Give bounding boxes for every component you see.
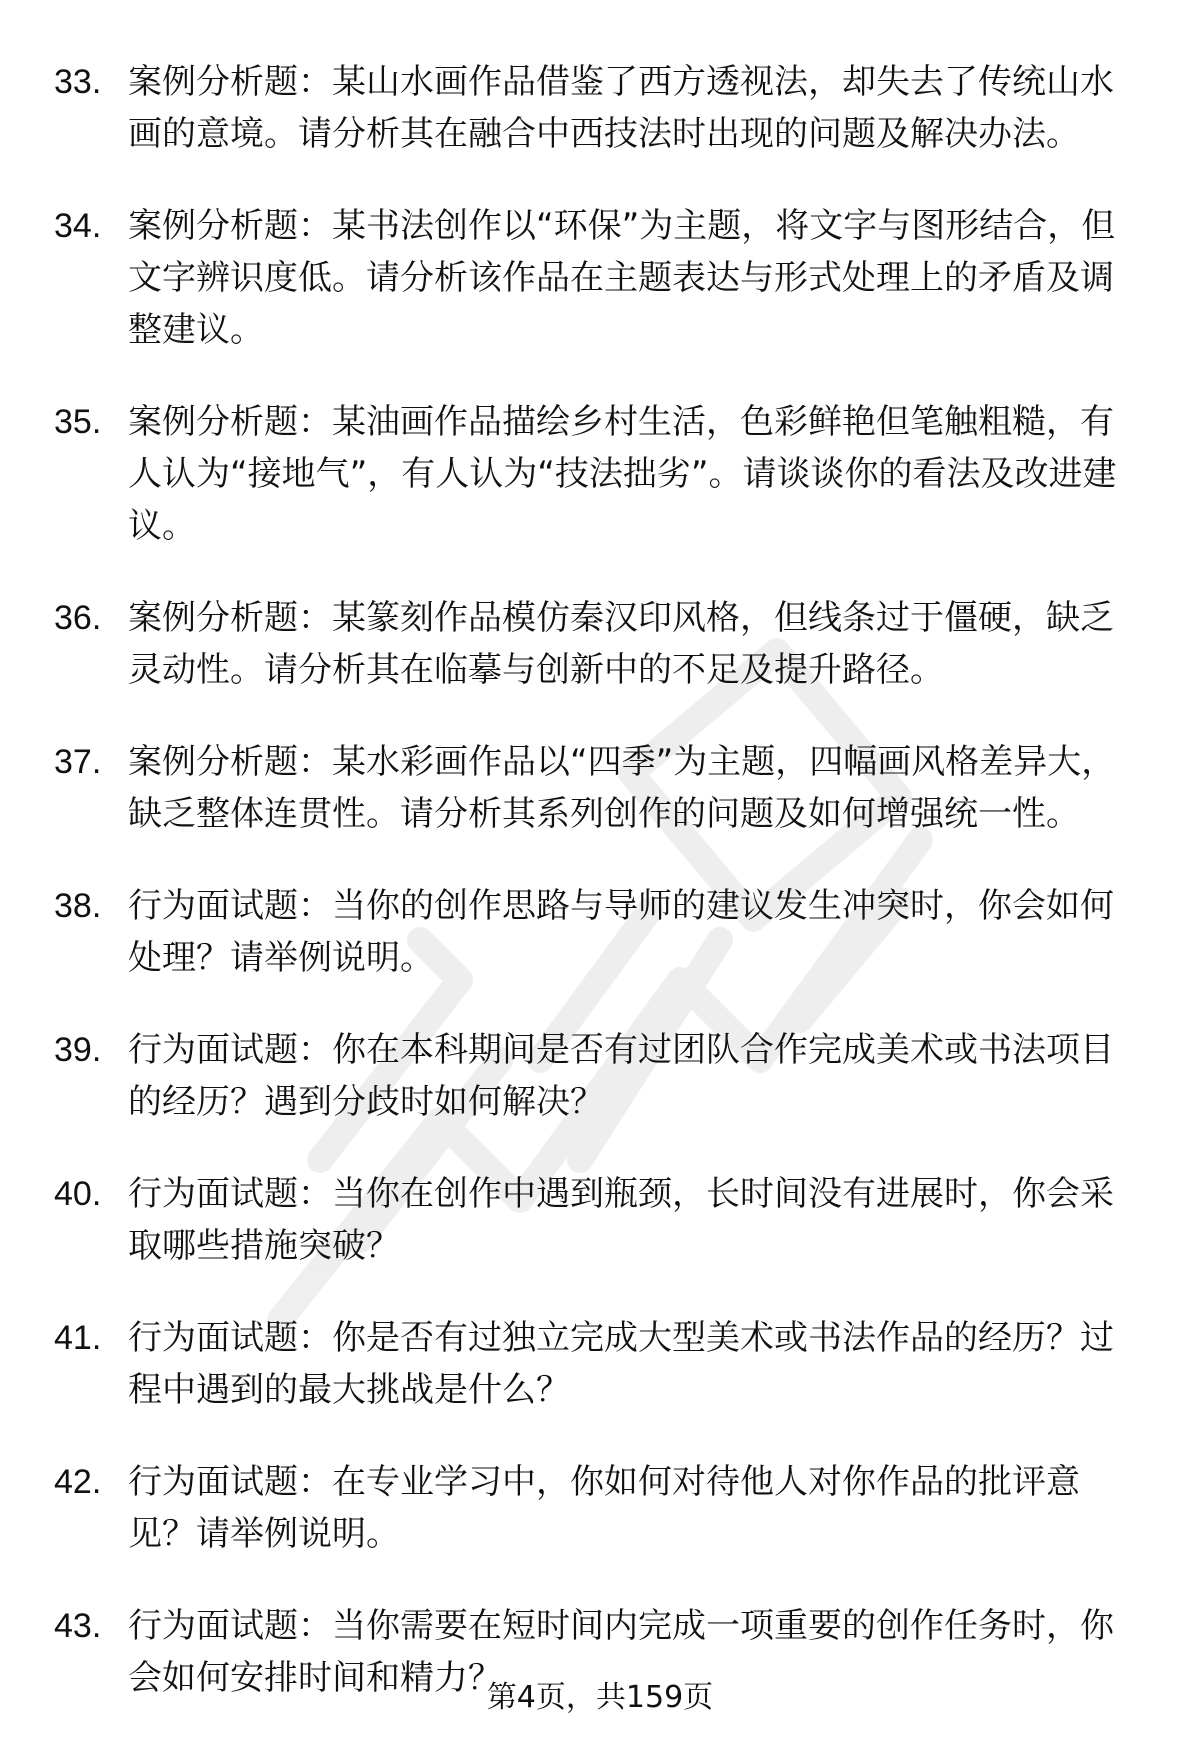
question-number: 40. xyxy=(54,1175,102,1213)
question-number: 34. xyxy=(54,207,102,245)
question-text: 案例分析题：某书法创作以“环保”为主题，将文字与图形结合，但文字辨识度低。请分析该作品在主题表达与形式处理上的矛盾及调整建议。 xyxy=(128,206,1116,350)
question-number: 41. xyxy=(54,1319,102,1357)
question-text: 案例分析题：某篆刻作品模仿秦汉印风格，但线条过于僵硬，缺乏灵动性。请分析其在临摹与创新中的不足及提升路径。 xyxy=(128,598,1114,690)
question-text: 行为面试题：当你需要在短时间内完成一项重要的创作任务时，你会如何安排时间和精力？ xyxy=(128,1606,1114,1698)
question-text: 案例分析题：某油画作品描绘乡村生活，色彩鲜艳但笔触粗糙，有人认为“接地气”，有人认为“技法拙劣”。请谈谈你的看法及改进建议。 xyxy=(128,402,1117,546)
question-number: 38. xyxy=(54,887,102,925)
question-text: 行为面试题：当你的创作思路与导师的建议发生冲突时，你会如何处理？请举例说明。 xyxy=(128,886,1114,978)
question-item-35 xyxy=(0,396,1200,552)
question-text: 案例分析题：某山水画作品借鉴了西方透视法，却失去了传统山水画的意境。请分析其在融合中西技法时出现的问题及解决办法。 xyxy=(128,62,1114,154)
question-item-42 xyxy=(0,1456,1200,1560)
question-item-37 xyxy=(0,736,1200,840)
question-item-39 xyxy=(0,1024,1200,1128)
question-number: 36. xyxy=(54,599,102,637)
question-text: 案例分析题：某水彩画作品以“四季”为主题，四幅画风格差异大，缺乏整体连贯性。请分析其系列创作的问题及如何增强统一性。 xyxy=(128,742,1116,834)
question-item-41 xyxy=(0,1312,1200,1416)
question-list xyxy=(0,56,1200,1744)
question-item-40 xyxy=(0,1168,1200,1272)
question-text: 行为面试题：当你在创作中遇到瓶颈，长时间没有进展时，你会采取哪些措施突破？ xyxy=(128,1174,1114,1266)
question-number: 39. xyxy=(54,1031,102,1069)
question-text: 行为面试题：你是否有过独立完成大型美术或书法作品的经历？过程中遇到的最大挑战是什么？ xyxy=(128,1318,1114,1410)
question-number: 43. xyxy=(54,1607,102,1645)
question-number: 37. xyxy=(54,743,102,781)
question-number: 33. xyxy=(54,63,102,101)
question-item-38 xyxy=(0,880,1200,984)
question-number: 35. xyxy=(54,403,102,441)
question-item-34 xyxy=(0,200,1200,356)
question-text: 行为面试题：你在本科期间是否有过团队合作完成美术或书法项目的经历？遇到分歧时如何解决？ xyxy=(128,1030,1114,1122)
question-number: 42. xyxy=(54,1463,102,1501)
page-indicator: 第4页，共159页 xyxy=(486,1680,714,1715)
question-item-33 xyxy=(0,56,1200,160)
question-item-36 xyxy=(0,592,1200,696)
question-text: 行为面试题：在专业学习中，你如何对待他人对你作品的批评意见？请举例说明。 xyxy=(128,1462,1080,1554)
